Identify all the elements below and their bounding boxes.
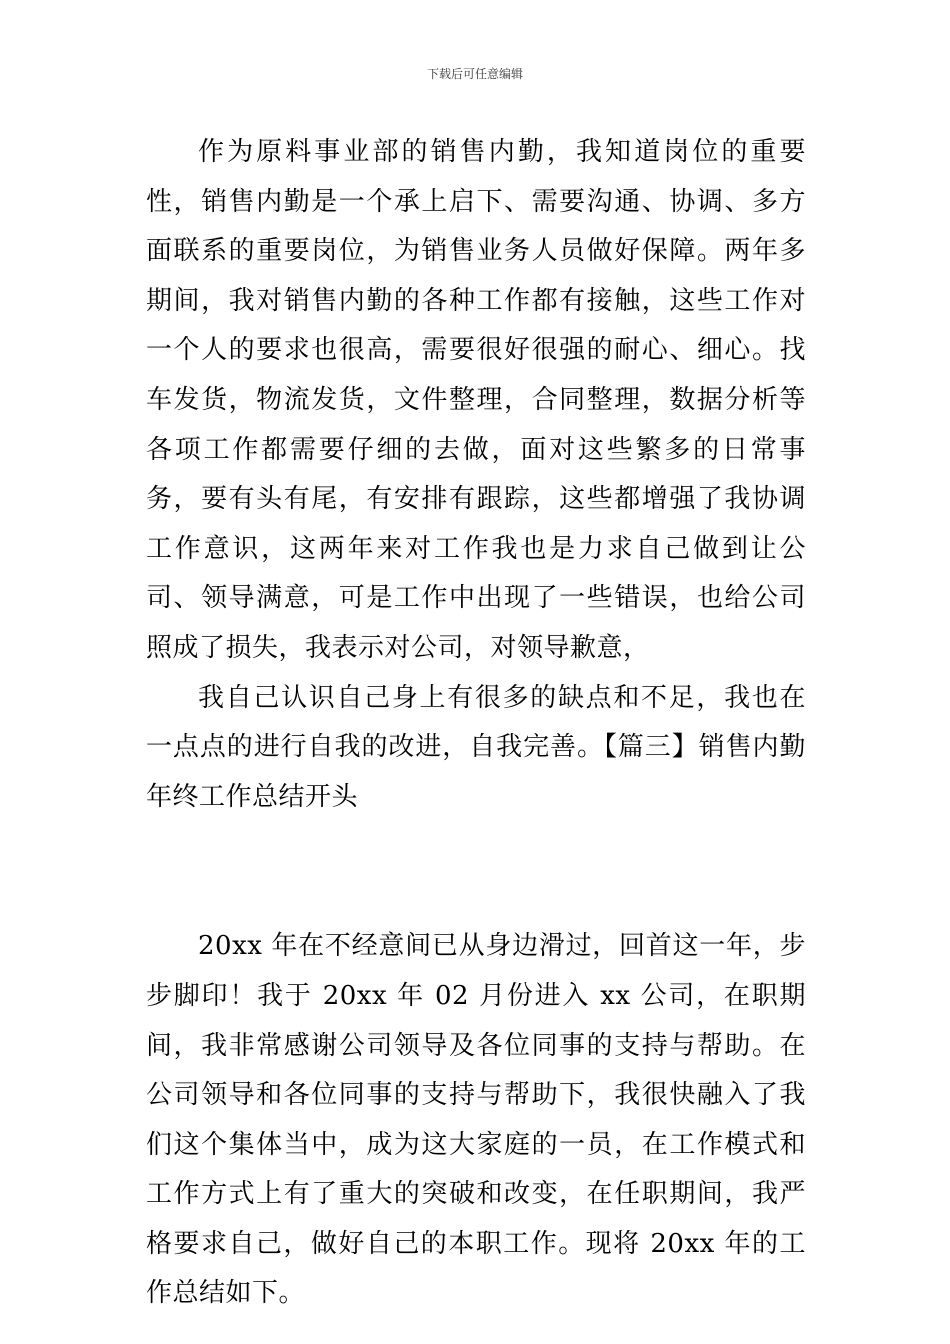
page-header: 下载后可任意编辑: [426, 67, 523, 81]
document-body: [146, 128, 806, 1319]
paragraph-1: 作为原料事业部的销售内勤，我知道岗位的重要性，销售内勤是一个承上启下、需要沟通、协调、多方面联系的重要岗位，为销售业务人员做好保障。两年多期间，我对销售内勤的各种工作都有接触，这些工作对一个人的要求也很高，需要很好很强的耐心、细心。找车发货，物流发货，文件整理，合同整理，数据分析等各项工作都需要仔细的去做，面对这些繁多的日常事务，要有头有尾，有安排有跟踪，这些都增强了我协调工作意识，这两年来对工作我也是力求自己做到让公司、领导满意，可是工作中出现了一些错误，也给公司照成了损失，我表示对公司，对领导歉意，: [146, 137, 806, 663]
paragraph-3: 20xx 年在不经意间已从身边滑过，回首这一年，步步脚印！我于 20xx 年 02 月份进入 xx 公司，在职期间，我非常感谢公司领导及各位同事的支持与帮助。在公司领导和各位同事的支持与帮助下，我很快融入了我们这个集体当中，成为这大家庭的一员，在工作模式和工作方式上有了重大的突破和改变，在任职期间，我严格要求自己，做好自己的本职工作。现将 20xx 年的工作总结如下。: [146, 931, 806, 1309]
paragraph-2: 我自己认识自己身上有很多的缺点和不足，我也在一点点的进行自我的改进，自我完善。【篇三】销售内勤年终工作总结开头: [146, 682, 806, 812]
paragraph-spacer: [146, 822, 806, 922]
